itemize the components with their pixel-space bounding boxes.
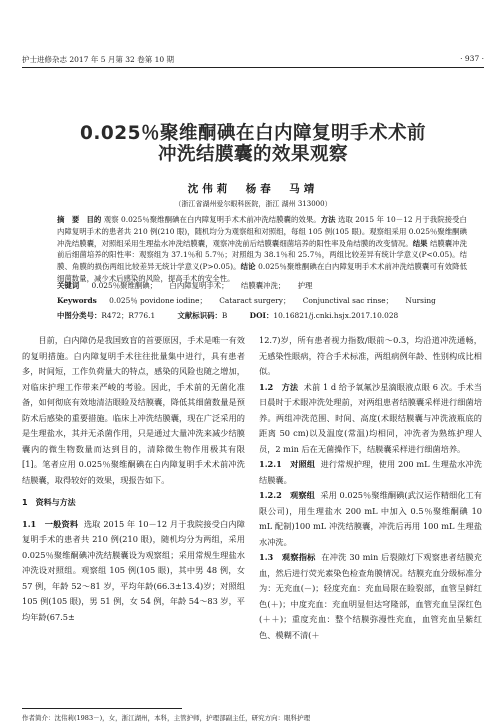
page-number: · 937 · <box>460 54 484 63</box>
subsection-text: 在冲洗 30 min 后裂隙灯下观察患者结膜充血，然后进行荧光素染色检查角膜情况。结膜充血分级标准分为：无充血(－)；轻度充血：充血局限在睑裂部，血管呈鲜红色(＋)；中度充血：充血明显但达穹隆部，血管充血呈深红色(＋＋)；重度充血：整个结膜弥漫性充血，血管充血呈紫红色、模糊不清(＋ <box>259 552 482 640</box>
doi-label: DOI： <box>249 311 274 320</box>
journal-info: 护士进修杂志 2017 年 5 月第 32 卷第 10 期 <box>22 55 175 64</box>
keywords-en-label: Keywords <box>57 296 97 305</box>
subsection-1-3 <box>259 550 482 643</box>
subsection-label: 1.1 一般资料 <box>22 518 79 529</box>
keywords-en <box>57 295 467 306</box>
keyword: 白内障复明手术； <box>169 281 229 290</box>
method-label: 方法 <box>320 215 336 224</box>
section-heading: 1 资料与方法 <box>22 498 76 507</box>
cls-label: 中图分类号： <box>57 311 102 320</box>
conclusion-label: 结论 <box>240 262 256 272</box>
cls-value: R472；R776.1 <box>101 311 156 320</box>
conclusion-text: 0.025％聚维酮碘在白内障复明手术术前冲洗结膜囊可有效降低细菌数量，减少术后感染的风险，提高手术的安全性。 <box>57 262 467 283</box>
purpose-label: 目的 <box>86 215 102 224</box>
right-column <box>259 333 482 643</box>
keyword: 0.025％聚维酮碘； <box>91 281 158 290</box>
subsection-1-2 <box>259 380 482 458</box>
purpose-text: 观察 0.025％聚维酮碘在白内障复明手术术前冲洗结膜囊的效果。 <box>103 215 321 224</box>
doc-code-value: B <box>221 311 228 320</box>
subsection-text: 术前 1 d 给予氧氟沙星滴眼液点眼 6 次。手术当日晨时于术眼冲洗处理前，对两组患者结膜囊采样进行细菌培养。两组冲洗范围、时间、高度(术眼结膜囊与冲洗液瓶底的距离 50 cm)以及温度(常温)均相同，冲洗者为熟练护理人员，2 min 后在无菌操作下，结膜囊采样进行细菌培养。 <box>259 381 482 454</box>
subsection-text: 进行常规护理，使用 200 mL 生理盐水冲洗结膜囊。 <box>259 459 482 485</box>
subsection-1-2-2 <box>259 488 482 550</box>
left-column <box>22 333 245 625</box>
abstract <box>57 214 467 285</box>
footnote-rule <box>22 708 182 709</box>
keywords-cn <box>57 280 467 291</box>
continued-paragraph: 12.7)岁，所有患者视力指数/眼前～0.3，均沿道冲洗通畅，无感染性眼病，符合手术标准，两组病例年龄、性别构成比相似。 <box>259 335 482 376</box>
running-header <box>22 54 484 64</box>
subsection-1-1 <box>22 517 245 626</box>
keyword: 结膜囊冲洗； <box>240 281 286 290</box>
subsection-label: 1.2.1 对照组 <box>259 459 316 469</box>
doc-code-label: 文献标识码： <box>177 311 222 320</box>
classification-line <box>57 310 467 321</box>
header-rule <box>22 67 484 68</box>
affiliation: （浙江省湖州爱尔眼科医院，浙江 湖州 313000） <box>174 200 332 208</box>
doi-value: 10.16821/j.cnki.hsjx.2017.10.028 <box>273 311 399 320</box>
result-label: 结果 <box>412 238 428 248</box>
title-line-2: 冲洗结膜囊的效果观察 <box>157 144 348 165</box>
subsection-label: 1.2.2 观察组 <box>259 490 315 500</box>
authors: 沈伟莉 杨春 马靖 <box>187 183 319 195</box>
intro-paragraph: 目前，白内障仍是我国致盲的首要原因，手术是唯一有效的复明措施。白内障复明手术往往批量集中进行，具有患者多，时间短，工作负荷量大的特点，感染的风险也随之增加，对临床护理工作带来严峻的考验。因此，手术前的无菌化准备，如何彻底有效地清洁眼睑及结膜囊，降低其细菌数量是预防术后感染的重要措施。临床上冲洗结膜囊，现在广泛采用的是生理盐水，其并无杀菌作用，只是通过大量冲洗来减少结膜囊内的微生物数量而达到目的，清除微生物作用极其有限[1]。笔者应用 0.025％聚维酮碘在白内障复明手术术前冲洗结膜囊，取得较好的效果，现报告如下。 <box>22 335 245 485</box>
result-text: 结膜囊冲洗前后细菌培养的阳性率：观察组为 37.1％和 5.7％；对照组为 38.1％和 25.7％，两组比较差异有统计学意义(P<0.05)。结膜、角膜的损伤两组比较差异无统计学意义(P>0.05)。 <box>57 238 467 272</box>
keywords-cn-label: 关键词 <box>57 281 80 290</box>
subsection-1-2-1 <box>259 457 482 488</box>
keyword: 0.025％ povidone iodine； <box>109 296 207 305</box>
keyword: 护理 <box>297 281 313 290</box>
keyword: Conjunctival sac rinse； <box>302 296 394 305</box>
method-text: 选取 2015 年 10－12 月于我院接受白内障复明手术的患者共 210 例(210 眼)，随机均分为观察组和对照组，每组 105 例(105 眼)。观察组采用 0.025％聚维酮碘冲洗结膜囊，对照组采用生理盐水冲洗结膜囊，观察冲洗前后结膜囊细菌培养的阳性率及角结膜的改变情况。 <box>57 215 467 248</box>
subsection-label: 1.2 方法 <box>259 381 299 392</box>
abstract-label: 摘 要 <box>57 215 80 224</box>
author-footnote: 作者简介：沈伟莉(1983－)，女，浙江湖州，本科，主管护师，护理部副主任，研究方向：眼科护理 <box>22 714 311 722</box>
title-line-1: 0.025％聚维酮碘在白内障复明手术术前 <box>79 123 427 144</box>
subsection-text: 选取 2015 年 10－12 月于我院接受白内障复明手术的患者共 210 例(210 眼)，随机均分为两组，采用 0.025％聚维酮碘冲洗结膜囊设为观察组；采用常规生理盐水冲洗设对照组。观察组 105 例(105 眼)，其中男 48 例，女 57 例，年龄 52～81 岁，平均年龄(66.3±13.4)岁；对照组 105 例(105 眼)，男 51 例，女 54 例，年龄 54～83 岁，平均年龄(67.5± <box>22 518 245 622</box>
keyword: Nursing <box>405 296 436 305</box>
subsection-text: 采用 0.025％聚维酮碘(武汉运作精细化工有限公司)，用生理盐水 200 mL 中加入 0.5％聚维酮碘 10 mL 配制)100 mL 冲洗结膜囊，冲洗后再用 100 mL 生理盐水冲洗。 <box>259 490 482 547</box>
keyword: Cataract surgery； <box>219 296 291 305</box>
subsection-label: 1.3 观察指标 <box>259 552 316 562</box>
